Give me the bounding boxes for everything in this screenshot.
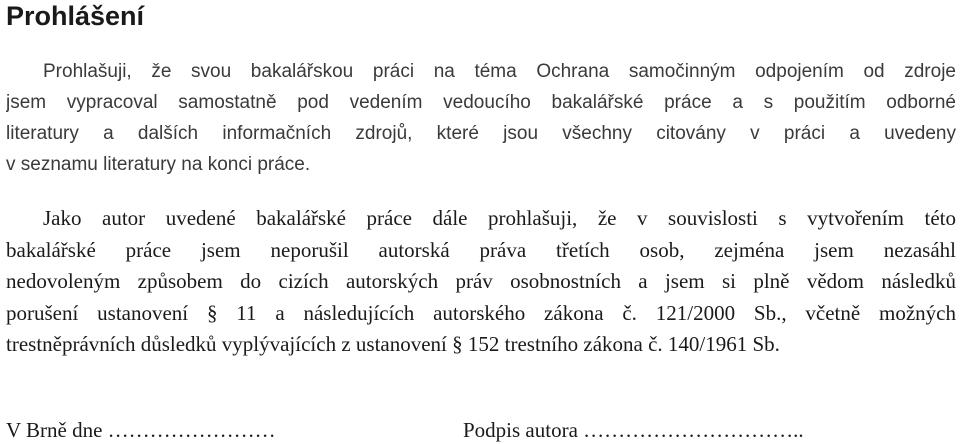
paragraph-2-line-text: Jako autor uvedené bakalářské práce dále prohlašuji, že v souvislosti s vytvořením této bbox=[43, 206, 956, 230]
author-signature-field: Podpis autora ………………………….. bbox=[463, 418, 804, 442]
paragraph-1-line-text: literatury a dalších informačních zdrojů, které jsou všechny citovány v práci a uvedeny bbox=[6, 123, 956, 144]
paragraph-2-line-text: nedovoleným způsobem do cizích autorských práv osobnostních a jsem si plně vědom následků bbox=[6, 269, 956, 293]
paragraph-2-line bbox=[6, 235, 956, 267]
paragraph-2-line-text: trestněprávních důsledků vyplývajících z ustanovení § 152 trestního zákona č. 140/1961 Sb. bbox=[6, 332, 780, 356]
paragraph-2-line bbox=[6, 203, 956, 235]
paragraph-2-line-text: bakalářské práce jsem neporušil autorská práva třetích osob, zejména jsem nezasáhl bbox=[6, 237, 956, 262]
paragraph-2-line bbox=[6, 329, 956, 361]
paragraph-2-line-text: porušení ustanovení § 11 a následujících autorského zákona č. 121/2000 Sb., včetně možných bbox=[6, 300, 956, 325]
paragraph-1-line-text: v seznamu literatury na konci práce. bbox=[6, 154, 311, 175]
declaration-paragraph-2 bbox=[6, 203, 956, 361]
paragraph-1-line bbox=[6, 87, 956, 118]
paragraph-2-line bbox=[6, 298, 956, 330]
paragraph-1-line bbox=[6, 149, 956, 180]
page-title: Prohlášení bbox=[6, 1, 145, 31]
paragraph-1-line bbox=[6, 118, 956, 149]
paragraph-2-line bbox=[6, 266, 956, 298]
place-date-field: V Brně dne …………………… bbox=[6, 418, 276, 442]
paragraph-1-line-text: jsem vypracoval samostatně pod vedením vedoucího bakalářské práce a s použitím odborné bbox=[6, 92, 956, 113]
paragraph-1-line-text: Prohlašuji, že svou bakalářskou práci na téma Ochrana samočinným odpojením od zdroje bbox=[43, 61, 956, 82]
paragraph-1-line bbox=[6, 56, 956, 87]
declaration-paragraph-1 bbox=[6, 56, 956, 180]
